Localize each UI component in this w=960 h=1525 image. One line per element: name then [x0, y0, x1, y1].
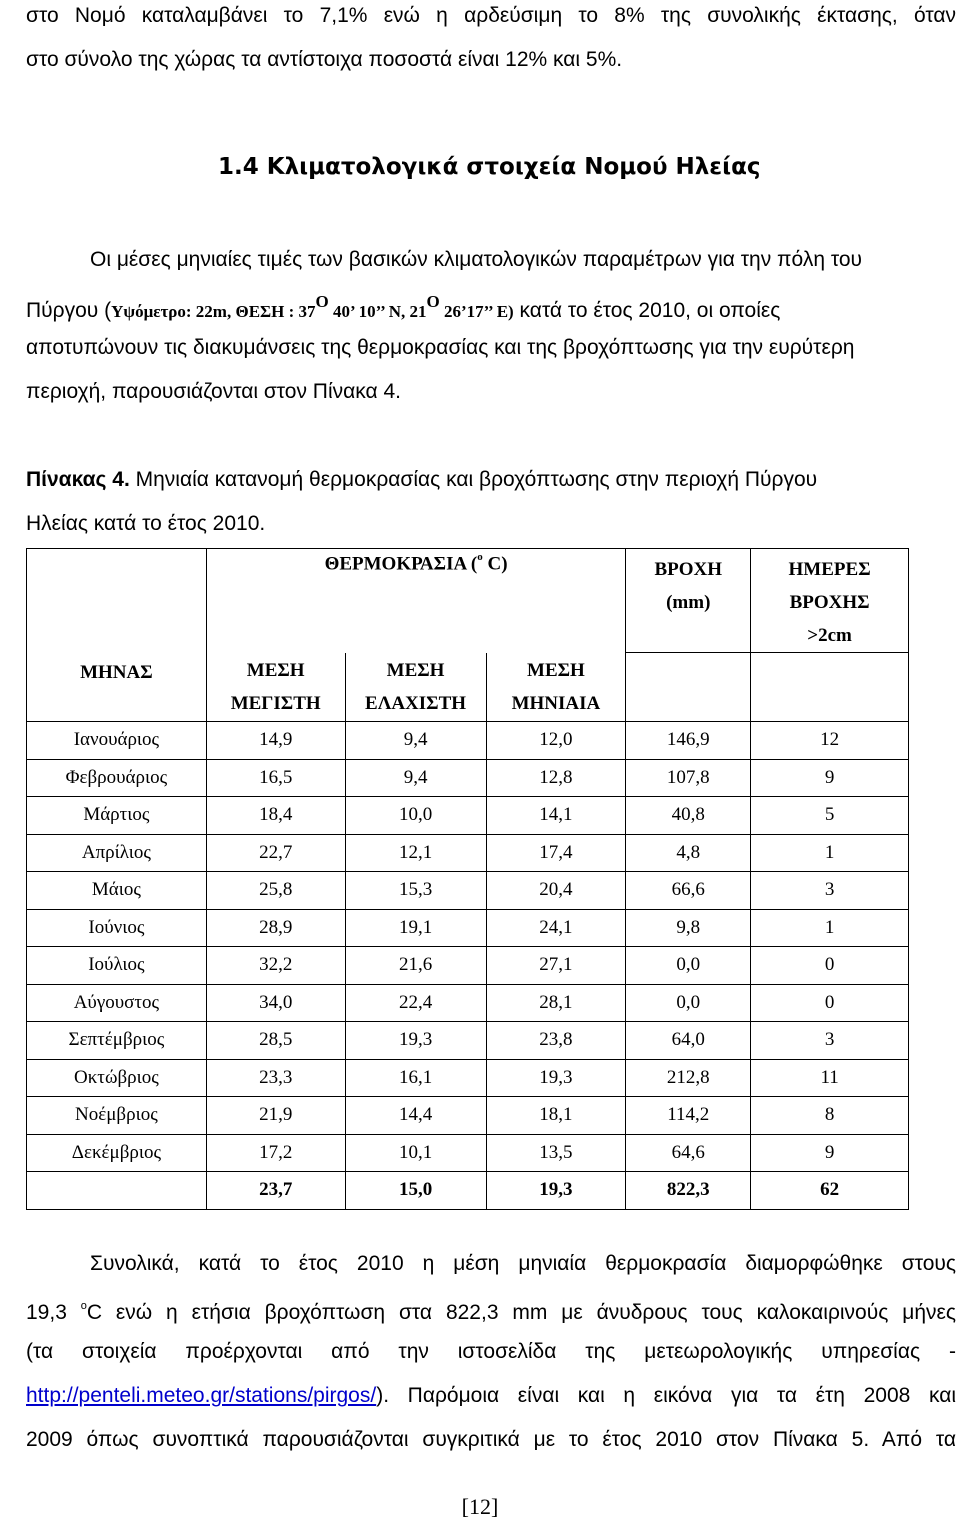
table-totals-row — [27, 1172, 909, 1210]
table-row — [27, 984, 909, 1022]
cell-rain-days: 3 — [751, 872, 909, 910]
summary-line-5: 2009 όπως συνοπτικά παρουσιάζονται συγκριτικά με το έτος 2010 στον Πίνακα 5. Από τα — [26, 1428, 956, 1451]
cell-rain-days: 12 — [751, 722, 909, 760]
paragraph-line-4: περιοχή, παρουσιάζονται στον Πίνακα 4. — [26, 380, 402, 403]
cell-rainfall: 0,0 — [626, 947, 751, 985]
header-days-line-1: ΗΜΕΡΕΣ — [788, 559, 871, 580]
cell-min-temp: 10,1 — [345, 1134, 486, 1172]
paragraph-line-2 — [26, 290, 780, 326]
cell-max-temp: 23,3 — [206, 1059, 345, 1097]
summary-line-4-text: ). Παρόμοια είναι και η εικόνα για τα έτη 2008 και — [376, 1384, 956, 1407]
table-row — [27, 797, 909, 835]
intro-line-1: στο Νομό καταλαμβάνει το 7,1% ενώ η αρδεύσιμη το 8% της συνολικής έκτασης, όταν — [26, 4, 956, 27]
cell-rain-days: 1 — [751, 834, 909, 872]
table-row — [27, 834, 909, 872]
col-rain-empty — [626, 653, 751, 722]
cell-month: Αύγουστος — [27, 984, 207, 1022]
table-row — [27, 1097, 909, 1135]
cell-mean-temp: 12,8 — [486, 759, 626, 797]
cell-max-temp: 32,2 — [206, 947, 345, 985]
cell-rain-days: 0 — [751, 984, 909, 1022]
header-temperature-label: ΘΕΡΜΟΚΡΑΣΙΑ ( — [324, 553, 478, 575]
cell-rainfall: 0,0 — [626, 984, 751, 1022]
col-mean-header — [486, 653, 626, 722]
table-caption-line-2: Ηλείας κατά το έτος 2010. — [26, 512, 266, 535]
meteo-link[interactable]: http://penteli.meteo.gr/stations/pirgos/ — [26, 1384, 377, 1407]
summary-line-2-text: C ενώ η ετήσια βροχόπτωση στα 822,3 mm με άνυδρους τους καλοκαιρινούς μήνες — [86, 1301, 956, 1324]
cell-rain-days: 9 — [751, 759, 909, 797]
coordinates-text-c: 26’17’’ Ε) — [439, 302, 514, 321]
cell-rain-days: 11 — [751, 1059, 909, 1097]
col-days-empty — [751, 653, 909, 722]
table-caption-label: Πίνακας 4. — [26, 468, 130, 491]
col-max-label-2: ΜΕΓΙΣΤΗ — [230, 692, 321, 714]
cell-rainfall: 212,8 — [626, 1059, 751, 1097]
total-mean-temp: 19,3 — [486, 1172, 626, 1210]
cell-max-temp: 34,0 — [206, 984, 345, 1022]
table-caption — [26, 466, 817, 494]
paragraph-line-3: αποτυπώνουν τις διακυμάνσεις της θερμοκρασίας και της βροχόπτωσης για την ευρύτερη — [26, 336, 855, 359]
cell-max-temp: 28,5 — [206, 1022, 345, 1060]
table-header-row-2 — [27, 653, 909, 722]
header-temperature-unit: C) — [482, 553, 508, 575]
cell-month: Ιούνιος — [27, 909, 207, 947]
cell-max-temp: 28,9 — [206, 909, 345, 947]
header-rain-unit: (mm) — [666, 592, 711, 613]
header-rain-label: ΒΡΟΧΗ — [654, 559, 723, 580]
cell-max-temp: 21,9 — [206, 1097, 345, 1135]
col-month-label: ΜΗΝΑΣ — [80, 662, 153, 684]
table-caption-text: Μηνιαία κατανομή θερμοκρασίας και βροχόπτωσης στην περιοχή Πύργου — [129, 468, 818, 491]
summary-degree-sup: o — [80, 1300, 87, 1312]
header-temperature — [206, 549, 626, 653]
cell-rainfall: 107,8 — [626, 759, 751, 797]
total-min-temp: 15,0 — [345, 1172, 486, 1210]
cell-min-temp: 19,3 — [345, 1022, 486, 1060]
coordinates-text-b: 40’ 10’’ Ν, 21 — [328, 302, 427, 321]
col-mean-label-1: ΜΕΣΗ — [527, 659, 585, 681]
cell-month: Σεπτέμβριος — [27, 1022, 207, 1060]
cell-mean-temp: 23,8 — [486, 1022, 626, 1060]
cell-mean-temp: 19,3 — [486, 1059, 626, 1097]
cell-mean-temp: 14,1 — [486, 797, 626, 835]
cell-mean-temp: 18,1 — [486, 1097, 626, 1135]
header-rain — [626, 549, 751, 653]
col-min-label-1: ΜΕΣΗ — [386, 659, 445, 681]
cell-month: Ιανουάριος — [27, 722, 207, 760]
cell-rain-days: 0 — [751, 947, 909, 985]
cell-min-temp: 10,0 — [345, 797, 486, 835]
cell-min-temp: 12,1 — [345, 834, 486, 872]
cell-rain-days: 8 — [751, 1097, 909, 1135]
cell-min-temp: 15,3 — [345, 872, 486, 910]
total-max-temp: 23,7 — [206, 1172, 345, 1210]
cell-rainfall: 66,6 — [626, 872, 751, 910]
cell-rainfall: 64,6 — [626, 1134, 751, 1172]
cell-month: Οκτώβριος — [27, 1059, 207, 1097]
header-degree-sup: ο — [477, 551, 483, 563]
col-min-header — [345, 653, 486, 722]
cell-mean-temp: 17,4 — [486, 834, 626, 872]
cell-mean-temp: 24,1 — [486, 909, 626, 947]
cell-min-temp: 21,6 — [345, 947, 486, 985]
cell-month: Νοέμβριος — [27, 1097, 207, 1135]
col-max-label-1: ΜΕΣΗ — [246, 659, 305, 681]
cell-max-temp: 17,2 — [206, 1134, 345, 1172]
cell-rainfall: 9,8 — [626, 909, 751, 947]
summary-line-1: Συνολικά, κατά το έτος 2010 η μέση μηνιαία θερμοκρασία διαμορφώθηκε στους — [90, 1252, 956, 1275]
cell-rainfall: 146,9 — [626, 722, 751, 760]
cell-min-temp: 9,4 — [345, 759, 486, 797]
cell-max-temp: 18,4 — [206, 797, 345, 835]
cell-mean-temp: 20,4 — [486, 872, 626, 910]
col-month-header — [27, 653, 207, 722]
header-empty-cell — [27, 549, 207, 653]
paragraph-line-2-start: Πύργου ( — [26, 299, 112, 322]
table-header-row-1 — [27, 549, 909, 653]
total-month — [27, 1172, 207, 1210]
cell-rain-days: 5 — [751, 797, 909, 835]
degree-sup-1: Ο — [315, 292, 329, 311]
coordinates-text-a: Υψόμετρο: 22m, ΘΕΣΗ : 37 — [111, 302, 316, 321]
cell-rain-days: 3 — [751, 1022, 909, 1060]
table-row — [27, 909, 909, 947]
total-rain-days: 62 — [751, 1172, 909, 1210]
table-row — [27, 1134, 909, 1172]
cell-min-temp: 14,4 — [345, 1097, 486, 1135]
cell-month: Ιούλιος — [27, 947, 207, 985]
summary-line-4 — [26, 1382, 956, 1410]
cell-rainfall: 40,8 — [626, 797, 751, 835]
cell-month: Δεκέμβριος — [27, 1134, 207, 1172]
cell-mean-temp: 13,5 — [486, 1134, 626, 1172]
cell-max-temp: 16,5 — [206, 759, 345, 797]
table-row — [27, 947, 909, 985]
climate-table — [26, 548, 909, 1210]
summary-line-2 — [26, 1294, 956, 1327]
table-row — [27, 759, 909, 797]
degree-sup-2: Ο — [426, 292, 440, 311]
section-heading: 1.4 Κλιματολογικά στοιχεία Νομού Ηλείας — [218, 154, 761, 180]
page-number: [12] — [461, 1494, 499, 1519]
cell-month: Μάιος — [27, 872, 207, 910]
header-days-line-2: ΒΡΟΧΗΣ — [789, 592, 870, 613]
cell-max-temp: 25,8 — [206, 872, 345, 910]
cell-mean-temp: 12,0 — [486, 722, 626, 760]
cell-month: Φεβρουάριος — [27, 759, 207, 797]
cell-mean-temp: 28,1 — [486, 984, 626, 1022]
table-row — [27, 722, 909, 760]
table-row — [27, 872, 909, 910]
cell-rainfall: 64,0 — [626, 1022, 751, 1060]
col-max-header — [206, 653, 345, 722]
summary-temperature: 19,3 — [26, 1301, 81, 1324]
paragraph-line-1: Οι μέσες μηνιαίες τιμές των βασικών κλιματολογικών παραμέτρων για την πόλη του — [90, 248, 862, 271]
cell-rainfall: 4,8 — [626, 834, 751, 872]
table-row — [27, 1059, 909, 1097]
cell-rainfall: 114,2 — [626, 1097, 751, 1135]
header-days-line-3: >2cm — [807, 625, 852, 646]
cell-rain-days: 1 — [751, 909, 909, 947]
cell-max-temp: 14,9 — [206, 722, 345, 760]
summary-line-3: (τα στοιχεία προέρχονται από την ιστοσελίδα της μετεωρολογικής υπηρεσίας - — [26, 1340, 956, 1363]
col-mean-label-2: ΜΗΝΙΑΙΑ — [511, 692, 601, 714]
table-row — [27, 1022, 909, 1060]
cell-min-temp: 19,1 — [345, 909, 486, 947]
header-rain-days — [751, 549, 909, 653]
cell-rain-days: 9 — [751, 1134, 909, 1172]
cell-month: Μάρτιος — [27, 797, 207, 835]
paragraph-line-2-end: κατά το έτος 2010, οι οποίες — [513, 299, 781, 322]
cell-max-temp: 22,7 — [206, 834, 345, 872]
cell-min-temp: 22,4 — [345, 984, 486, 1022]
col-min-label-2: ΕΛΑΧΙΣΤΗ — [365, 692, 467, 714]
cell-mean-temp: 27,1 — [486, 947, 626, 985]
total-rainfall: 822,3 — [626, 1172, 751, 1210]
cell-month: Απρίλιος — [27, 834, 207, 872]
intro-line-2: στο σύνολο της χώρας τα αντίστοιχα ποσοστά είναι 12% και 5%. — [26, 48, 623, 71]
cell-min-temp: 9,4 — [345, 722, 486, 760]
cell-min-temp: 16,1 — [345, 1059, 486, 1097]
